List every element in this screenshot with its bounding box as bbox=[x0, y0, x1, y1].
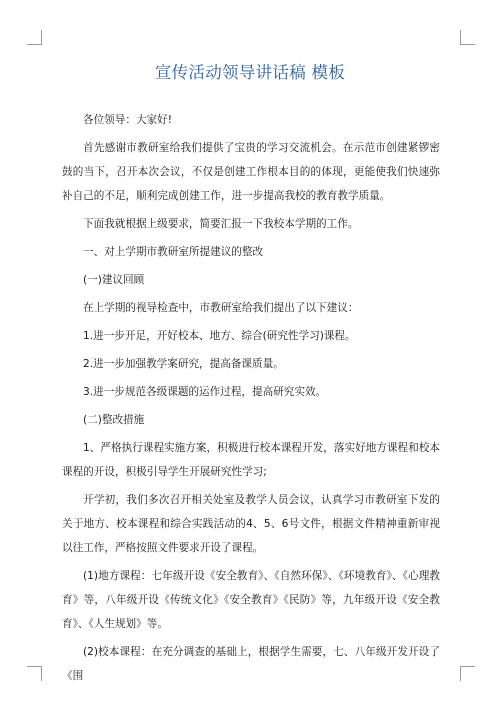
paragraph-intro: 首先感谢市教研室给我们提供了宝贵的学习交流机会。在示范市创建紧锣密鼓的当下，召开本次会议，不仅是创建工作根本目的的体现，更能使我们快速弥补自己的不足，顺利完成创建工作，进一步提高我校的教育教学质量。 bbox=[62, 142, 440, 202]
paragraph-suggestions: 在上学期的视导检查中，市教研室给我们提出了以下建议： bbox=[83, 302, 359, 314]
list-item-3: 3.进一步规范各级课题的运作过程，提高研究实效。 bbox=[83, 386, 327, 398]
crop-mark-bottom-left bbox=[27, 666, 42, 681]
crop-mark-bottom-right bbox=[460, 666, 475, 681]
paragraph-report: 下面我就根据上级要求，简要汇报一下我校本学期的工作。 bbox=[83, 218, 359, 230]
list-item-1: 1.进一步开足，开好校本、地方、综合(研究性学习)课程。 bbox=[83, 330, 356, 342]
heading-section-1: 一、对上学期市教研室所提建议的整改 bbox=[83, 246, 264, 258]
greeting: 各位领导：大家好! bbox=[83, 114, 172, 126]
paragraph-measure-1: 1、严格执行课程实施方案，积极进行校本课程开发，落实好地方课程和校本课程的开设，积极引导学生开展研究性学习; bbox=[62, 442, 440, 478]
crop-mark-top-left bbox=[27, 30, 42, 45]
paragraph-semester-start: 开学初，我们多次召开相关处室及教学人员会议，认真学习市教研室下发的关于地方、校本课程和综合实践活动的4、5、6号文件，根据文件精神重新审视以往工作，严格按照文件要求开设了课程。 bbox=[62, 494, 440, 554]
paragraph-local-courses: (1)地方课程：七年级开设《安全教育》、《自然环保》、《环境教育》、《心理教育》等，八年级开设《传统文化》《安全教育》《民防》等，九年级开设《安全教育》、《人生规划》等。 bbox=[62, 570, 440, 630]
crop-mark-top-right bbox=[460, 30, 475, 45]
heading-sub-1: (一)建议回顾 bbox=[83, 274, 145, 286]
document-body bbox=[62, 108, 440, 688]
list-item-2: 2.进一步加强教学案研究，提高备课质量。 bbox=[83, 358, 284, 370]
paragraph-school-courses: (2)校本课程：在充分调查的基础上，根据学生需要，七、八年级开发开设了《围 bbox=[62, 646, 440, 682]
document-title: 宣传活动领导讲话稿 模板 bbox=[154, 63, 346, 82]
heading-sub-2: (二)整改措施 bbox=[83, 414, 145, 426]
